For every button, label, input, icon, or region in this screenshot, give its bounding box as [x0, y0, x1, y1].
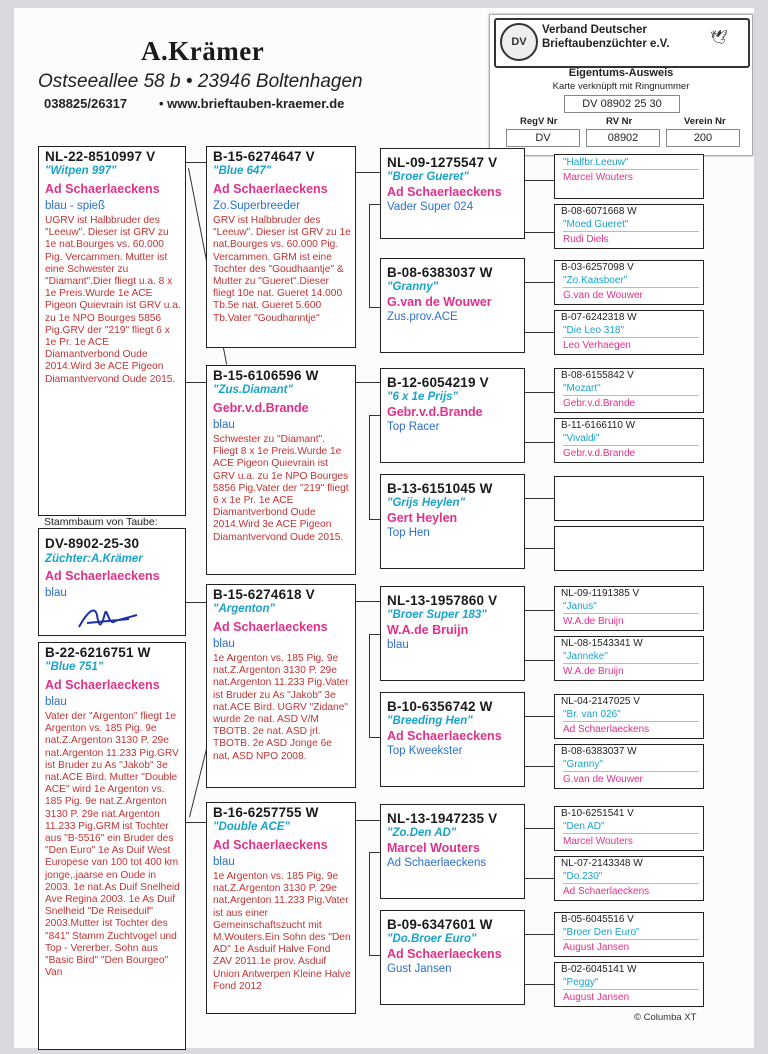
pigeon-breeder: August Jansen — [563, 992, 630, 1003]
pigeon-ring-number: NL-13-1957860 V — [387, 593, 498, 608]
pigeon-name: "Double ACE" — [213, 821, 290, 833]
pigeon-color: Top Kweekster — [387, 745, 463, 757]
card-col3-label: Verein Nr — [684, 116, 726, 127]
pigeon-name: "Den AD" — [563, 821, 605, 832]
pigeon-breeder: Gert Heylen — [387, 511, 458, 525]
connector-line — [524, 984, 555, 985]
connector-line — [524, 828, 555, 829]
connector-line — [524, 610, 555, 611]
pigeon-ring-number: B-22-6216751 W — [45, 645, 151, 660]
gen4-card-empty[interactable] — [554, 476, 704, 521]
card-ring-number: DV 08902 25 30 — [564, 95, 680, 113]
pigeon-name: "Zo.Den AD" — [387, 827, 457, 839]
pigeon-name: "Broer Super 183" — [387, 609, 487, 621]
pigeon-breeder: Marcel Wouters — [563, 836, 633, 847]
connector-line — [369, 852, 370, 956]
pigeon-breeder: Ad Schaerlaeckens — [387, 729, 502, 743]
card-col2-label: RV Nr — [606, 116, 633, 127]
pigeon-icon: 🕊 — [710, 29, 728, 45]
connector-line — [369, 204, 380, 205]
gen4-card[interactable] — [554, 586, 704, 631]
pigeon-name: "Zo.Kaasboer" — [563, 275, 628, 286]
gen4-card[interactable] — [554, 694, 704, 739]
card-col1-label: RegV Nr — [520, 116, 558, 127]
pigeon-ring-number: NL-22-8510997 V — [45, 149, 156, 164]
great-grandparent-card[interactable] — [380, 368, 525, 463]
pigeon-ring-number: NL-08-1543341 W — [561, 638, 643, 649]
connector-line — [355, 601, 380, 602]
card-col1-value: DV — [506, 129, 580, 147]
pigeon-name: "Die Leo 318" — [563, 325, 625, 336]
connector-line — [524, 498, 555, 499]
signature-icon — [75, 605, 143, 635]
connector-line — [369, 955, 380, 956]
pigeon-breeder: Ad Schaerlaeckens — [45, 678, 160, 692]
pigeon-breeder: Ad Schaerlaeckens — [213, 620, 328, 634]
pigeon-color: blau - spieß — [45, 200, 106, 212]
gen4-card[interactable] — [554, 744, 704, 789]
pigeon-ring-number: B-09-6347601 W — [387, 917, 493, 932]
subject-line: Ad Schaerlaeckens — [45, 569, 160, 583]
connector-line — [524, 660, 555, 661]
pigeon-breeder: Gebr.v.d.Brande — [563, 448, 636, 459]
pigeon-name: "Broer Den Euro" — [563, 927, 640, 938]
subject-color: blau — [45, 587, 67, 599]
pigeon-ring-number: B-11-6166110 W — [561, 420, 636, 431]
pigeon-ring-number: B-13-6151045 W — [387, 481, 493, 496]
grandparent-card[interactable] — [206, 802, 356, 1014]
pigeon-name: "Granny" — [563, 759, 603, 770]
pigeon-description: Schwester zu "Diamant". Fliegt 8 x 1e Preis.Wurde 1e ACE Pigeon Quievrain ist GRV u.a. zu 1e NPO Bourges 5856 Pig.Vater der "219" fliegt 6 x 1e Pr. 1e ACE Diamantverbond Oude 2014.Wird 3e ACE Pigeon Diamantvervond Oude 2015. — [213, 434, 349, 543]
pigeon-ring-number: NL-09-1275547 V — [387, 155, 498, 170]
pigeon-color: Ad Schaerlaeckens — [387, 857, 487, 869]
pigeon-name: "Janus" — [563, 601, 597, 612]
pigeon-color: blau — [213, 419, 235, 431]
pigeon-breeder: Marcel Wouters — [387, 841, 480, 855]
pigeon-ring-number: B-12-6054219 V — [387, 375, 489, 390]
connector-line — [524, 442, 555, 443]
pigeon-name: "Halfbr.Leeuw" — [563, 157, 629, 168]
connector-line — [524, 878, 555, 879]
pigeon-name: "Peggy" — [563, 977, 599, 988]
connector-line — [524, 934, 555, 935]
grandparent-card[interactable] — [206, 365, 356, 575]
pigeon-breeder: Ad Schaerlaeckens — [213, 182, 328, 196]
pigeon-ring-number: B-03-6257098 V — [561, 262, 634, 273]
pigeon-ring-number: NL-09-1191385 V — [561, 588, 640, 599]
connector-line — [524, 282, 555, 283]
dam-card[interactable] — [38, 642, 186, 1050]
pigeon-ring-number: B-10-6356742 W — [387, 699, 493, 714]
pigeon-ring-number: B-16-6257755 W — [213, 805, 319, 820]
connector-line — [185, 382, 206, 383]
pigeon-ring-number: B-15-6106596 W — [213, 368, 319, 383]
vdb-logo-icon: DV — [500, 23, 538, 61]
pigeon-name: "Vivaldi" — [563, 433, 600, 444]
pigeon-description: Vater der "Argenton" fliegt 1e Argenton vs. 185 Pig. 9e nat.Z.Argenton 3130 P. 29e nat.Argenton 11.233 Pig.GRV ist Bruder zu As "Jakob" 3e nat.ACE Bird. Mutter "Double ACE" wird 1e Argenton vs. 185 Pig. 9e nat.Z.Argenton 3130 P. 29e nat.Argenton 11.233 Pig.GRM ist Tochter aus "B-5516" ein Bruder des "Den Euro" 1e As Duif West Europese van 100 tot 400 km jonge,.jaarse en Oude in 2003. 1e nat.As Duif Snelheid Ave Regina 2003. 1e As Duif Snelheid "De Reiseduif" 2003.Mutter ist Tochter des "841" Stamm Zuchtvogel und Top - Vererber. Sohn aus "Basic Bird" "Den Bourgeo" Van — [45, 711, 180, 979]
gen4-card[interactable] — [554, 912, 704, 957]
pigeon-breeder: Ad Schaerlaeckens — [563, 724, 650, 735]
breeder-phone: 038825/26317 — [44, 96, 128, 111]
pigeon-name: "Granny" — [387, 281, 439, 293]
breeder-name: A.Krämer — [141, 36, 265, 66]
pigeon-ring-number: B-08-6071668 W — [561, 206, 637, 217]
pigeon-color: Top Racer — [387, 421, 440, 433]
pigeon-ring-number: NL-07-2143348 W — [561, 858, 643, 869]
pigeon-name: "Blue 751" — [45, 661, 104, 673]
connector-line — [524, 232, 555, 233]
connector-line — [524, 548, 555, 549]
pigeon-breeder: Ad Schaerlaeckens — [45, 182, 160, 196]
pigeon-color: Top Hen — [387, 527, 430, 539]
ownership-card — [489, 14, 753, 156]
pedigree-sheet — [14, 8, 754, 1048]
gen4-card[interactable] — [554, 310, 704, 355]
pigeon-breeder: G.van de Wouwer — [387, 295, 492, 309]
great-grandparent-card[interactable] — [380, 910, 525, 1005]
pigeon-name: "Zus.Diamant" — [213, 384, 293, 396]
connector-line — [355, 172, 380, 173]
subject-ring-number: DV-8902-25-30 — [45, 536, 140, 551]
pigeon-breeder: W.A.de Bruijn — [563, 666, 624, 677]
card-col3-value: 200 — [666, 129, 740, 147]
pigeon-color: blau — [213, 856, 235, 868]
pigeon-ring-number: B-08-6383037 W — [561, 746, 637, 757]
connector-line — [524, 392, 555, 393]
pigeon-breeder: Gebr.v.d.Brande — [563, 398, 636, 409]
pigeon-ring-number: B-10-6251541 V — [561, 808, 634, 819]
pigeon-breeder: Leo Verhaegen — [563, 340, 631, 351]
great-grandparent-card[interactable] — [380, 148, 525, 239]
pigeon-color: Zus.prov.ACE — [387, 311, 458, 323]
card-title: Eigentums-Ausweis — [568, 67, 674, 79]
connector-line — [369, 204, 370, 308]
connector-line — [524, 332, 555, 333]
gen4-card[interactable] — [554, 154, 704, 199]
breeder-address: Ostseeallee 58 b • 23946 Boltenhagen — [38, 71, 363, 92]
pigeon-description: UGRV ist Halbbruder des "Leeuw". Dieser ist GRV zu 1e nat.Bourges vs. 60.000 Pig. Vercammen. Mutter ist eine Schwester zu "Diamant".Dier fliegt u.a. 8 x 1e Preis.Wurde 1e ACE Pigeon Quievrain ist GRV u.a. zu 1e NPO Bourges 5856 Pig.GRV der "219" fliegt 6 x 1e Pr. 1e ACE Diamantverbond Oude 2014.Wird 3e ACE Pigeon Diamantvervond Oude 2015. — [45, 215, 181, 385]
subject-breeder: Züchter:A.Krämer — [45, 553, 143, 565]
pigeon-breeder: Rudi Diels — [563, 234, 609, 245]
card-org-line2: Brieftaubenzüchter e.V. — [542, 38, 670, 50]
pigeon-description: 1e Argenton vs. 185 Pig. 9e nat.Z.Argenton 3130 P. 29e nat.Argenton 11.233 Pig.Vater ist aus einer Gemeinschaftszucht mit M.Wouters.Ein Sohn des "Den AD" 1e Asduif Halve Fond ZAV 2011.1e prov. Asduif Union Antwerpen Kleine Halve Fond 2012 — [213, 871, 351, 992]
pigeon-color: Gust Jansen — [387, 963, 452, 975]
pigeon-ring-number: NL-04-2147025 V — [561, 696, 640, 707]
gen4-card[interactable] — [554, 260, 704, 305]
connector-line — [355, 820, 380, 821]
pigeon-name: "Mozart" — [563, 383, 601, 394]
pigeon-name: "Do.Broer Euro" — [387, 933, 477, 945]
gen4-card[interactable] — [554, 204, 704, 249]
pigeon-name: "Blue 647" — [213, 165, 272, 177]
pigeon-ring-number: B-02-6045141 W — [561, 964, 637, 975]
pigeon-name: "Breeding Hen" — [387, 715, 473, 727]
pigeon-breeder: Gebr.v.d.Brande — [213, 401, 309, 415]
connector-line — [369, 634, 370, 738]
connector-line — [524, 716, 555, 717]
pigeon-breeder: Gebr.v.d.Brande — [387, 405, 483, 419]
connector-line — [369, 852, 380, 853]
card-org-line1: Verband Deutscher — [542, 24, 647, 36]
pigeon-ring-number: B-08-6155842 V — [561, 370, 634, 381]
pigeon-description: GRV ist Halbbruder des "Leeuw". Dieser ist GRV zu 1e nat.Bourges vs. 60.000 Pig. Vercammen. GRM ist eine Tochter des "Goudhaantje" & Mutter zu "Gueret".Dieser fliegt 10e nat. Gueret 14.000 Tb.5e nat. Gueret 5.600 Tb.Vater "Goudhanntje" — [213, 215, 351, 324]
gen4-card[interactable] — [554, 636, 704, 681]
pigeon-breeder: W.A.de Bruijn — [563, 616, 624, 627]
gen4-card[interactable] — [554, 368, 704, 413]
pigeon-breeder: Ad Schaerlaeckens — [213, 838, 328, 852]
great-grandparent-card[interactable] — [380, 474, 525, 569]
pigeon-color: blau — [213, 638, 235, 650]
pigeon-ring-number: B-07-6242318 W — [561, 312, 637, 323]
pigeon-breeder: W.A.de Bruijn — [387, 623, 469, 637]
pigeon-name: "Br. van 026" — [563, 709, 621, 720]
great-grandparent-card[interactable] — [380, 586, 525, 681]
connector-line — [369, 415, 370, 520]
pigeon-description: 1e Argenton vs. 185 Pig. 9e nat.Z.Argenton 3130 P. 29e nat.Argenton 11.233 Pig.Vater ist Bruder zu As "Jakob" 3e nat.ACE Bird. UGRV "Zidane" wurde 2e nat. ASD V/M TBOTB. 2e nat. ASD jrl. TBOTB. 2e ASD Jonge 6e nat. ASD NPO 2008. — [213, 653, 349, 762]
pigeon-name: "Moed Gueret" — [563, 219, 629, 230]
connector-line — [369, 737, 380, 738]
breeder-website: • www.brieftauben-kraemer.de — [159, 96, 345, 111]
pigeon-name: "Grijs Heylen" — [387, 497, 466, 509]
great-grandparent-card[interactable] — [380, 692, 525, 787]
pigeon-breeder: G.van de Wouwer — [563, 290, 643, 301]
gen4-card[interactable] — [554, 856, 704, 901]
connector-line — [524, 180, 555, 181]
stammbaum-label: Stammbaum von Taube: — [44, 516, 158, 528]
pigeon-name: "Argenton" — [213, 603, 276, 615]
connector-line — [185, 822, 206, 823]
card-subtitle: Karte verknüpft mit Ringnummer — [552, 81, 690, 92]
pigeon-name: "Janneke" — [563, 651, 608, 662]
pigeon-ring-number: NL-13-1947235 V — [387, 811, 498, 826]
subject-card[interactable] — [38, 528, 186, 636]
pigeon-breeder: G.van de Wouwer — [563, 774, 643, 785]
pigeon-color: blau — [387, 639, 409, 651]
pigeon-ring-number: B-15-6274618 V — [213, 587, 315, 602]
pigeon-ring-number: B-05-6045516 V — [561, 914, 634, 925]
connector-line — [369, 415, 380, 416]
pigeon-name: "Witpen 997" — [45, 165, 117, 177]
connector-line — [524, 766, 555, 767]
connector-line — [355, 382, 380, 383]
pigeon-breeder: Ad Schaerlaeckens — [387, 185, 502, 199]
connector-line — [369, 519, 380, 520]
pigeon-color: blau — [45, 696, 67, 708]
gen4-card[interactable] — [554, 806, 704, 851]
card-col2-value: 08902 — [586, 129, 660, 147]
connector-line — [369, 634, 380, 635]
pigeon-ring-number: B-15-6274647 V — [213, 149, 315, 164]
pigeon-ring-number: B-08-6383037 W — [387, 265, 493, 280]
sire-card[interactable] — [38, 146, 186, 516]
pigeon-breeder: August Jansen — [563, 942, 630, 953]
copyright-footer: © Columba XT — [634, 1012, 697, 1023]
gen4-card-empty[interactable] — [554, 526, 704, 571]
pigeon-name: "6 x 1e Prijs" — [387, 391, 459, 403]
connector-line — [185, 162, 206, 163]
grandparent-card[interactable] — [206, 146, 356, 348]
great-grandparent-card[interactable] — [380, 804, 525, 899]
pigeon-breeder: Ad Schaerlaeckens — [387, 947, 502, 961]
pigeon-breeder: Marcel Wouters — [563, 172, 633, 183]
pigeon-color: Vader Super 024 — [387, 201, 474, 213]
gen4-card[interactable] — [554, 418, 704, 463]
pigeon-breeder: Ad Schaerlaeckens — [563, 886, 650, 897]
connector-line — [185, 602, 206, 603]
gen4-card[interactable] — [554, 962, 704, 1007]
pigeon-color: Zo.Superbreeder — [213, 200, 300, 212]
pigeon-name: "Do.230" — [563, 871, 603, 882]
great-grandparent-card[interactable] — [380, 258, 525, 353]
grandparent-card[interactable] — [206, 584, 356, 788]
connector-line — [369, 307, 380, 308]
pigeon-name: "Broer Gueret" — [387, 171, 469, 183]
